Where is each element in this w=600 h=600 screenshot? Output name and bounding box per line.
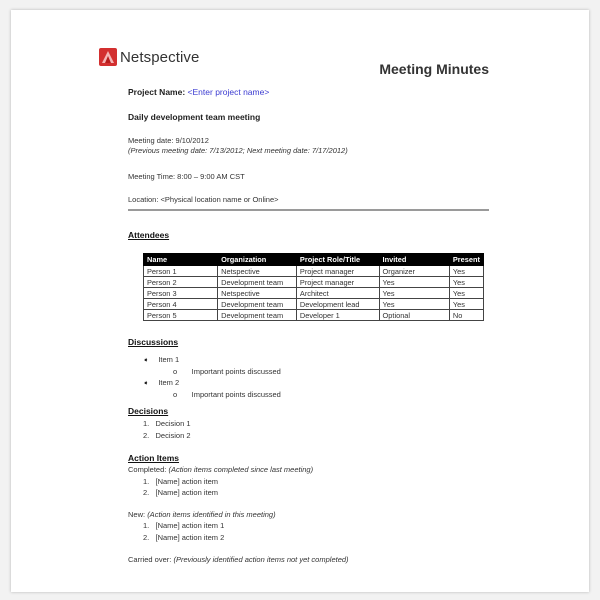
action-items-heading: Action Items bbox=[128, 453, 180, 463]
table-cell: Project manager bbox=[296, 266, 379, 277]
table-header-row bbox=[144, 254, 484, 266]
list-item: 2. [Name] action item bbox=[143, 488, 219, 497]
table-cell: Yes bbox=[449, 299, 483, 310]
table-row bbox=[144, 310, 484, 321]
list-item: 1. [Name] action item bbox=[143, 477, 219, 486]
completed-note: (Action items completed since last meeting) bbox=[168, 465, 314, 474]
project-name-label: Project Name: bbox=[128, 87, 186, 97]
attendees-table bbox=[143, 253, 484, 321]
meeting-time: Meeting Time: 8:00 – 9:00 AM CST bbox=[128, 172, 245, 181]
table-cell: Person 5 bbox=[144, 310, 218, 321]
table-cell: Person 3 bbox=[144, 288, 218, 299]
table-cell: Yes bbox=[449, 266, 483, 277]
table-row bbox=[144, 288, 484, 299]
previous-next-dates: (Previous meeting date: 7/13/2012; Next meeting date: 7/17/2012) bbox=[128, 146, 348, 155]
table-cell: Netspective bbox=[218, 288, 297, 299]
arrow-bullet-icon: ➧ bbox=[143, 380, 149, 387]
carried-over-note: (Previously identified action items not yet completed) bbox=[173, 555, 349, 564]
column-header: Invited bbox=[379, 254, 449, 266]
carried-over-label: Carried over: bbox=[128, 555, 172, 564]
table-cell: Organizer bbox=[379, 266, 449, 277]
table-cell: No bbox=[449, 310, 483, 321]
document-page bbox=[11, 10, 589, 592]
list-item: 1. Decision 1 bbox=[143, 419, 191, 428]
meeting-title: Daily development team meeting bbox=[128, 112, 261, 122]
table-cell: Development team bbox=[218, 299, 297, 310]
table-cell: Development team bbox=[218, 310, 297, 321]
table-cell: Development lead bbox=[296, 299, 379, 310]
arrow-bullet-icon: ➧ bbox=[143, 357, 149, 364]
logo-text: Netspective bbox=[120, 48, 200, 66]
netspective-logo-icon bbox=[99, 48, 117, 66]
table-cell: Person 1 bbox=[144, 266, 218, 277]
table-cell: Development team bbox=[218, 277, 297, 288]
column-header: Present bbox=[449, 254, 483, 266]
table-cell: Yes bbox=[379, 299, 449, 310]
divider bbox=[128, 209, 489, 211]
table-cell: Optional bbox=[379, 310, 449, 321]
project-name bbox=[128, 87, 269, 97]
new-note: (Action items identified in this meeting) bbox=[147, 510, 276, 519]
meeting-date: Meeting date: 9/10/2012 bbox=[128, 136, 209, 145]
table-cell: Yes bbox=[379, 277, 449, 288]
new-line bbox=[128, 510, 276, 519]
carried-over-line bbox=[128, 555, 349, 564]
list-item: ➧ Item 2 bbox=[143, 378, 180, 387]
table-cell: Architect bbox=[296, 288, 379, 299]
table-cell: Person 4 bbox=[144, 299, 218, 310]
table-cell: Yes bbox=[449, 277, 483, 288]
discussions-heading: Discussions bbox=[128, 337, 179, 347]
circle-bullet-icon: o bbox=[173, 367, 178, 376]
logo bbox=[99, 48, 199, 66]
table-row bbox=[144, 266, 484, 277]
project-name-value[interactable]: <Enter project name> bbox=[187, 87, 270, 97]
list-item: 1. [Name] action item 1 bbox=[143, 521, 225, 530]
list-item: o Important points discussed bbox=[173, 390, 281, 399]
table-cell: Netspective bbox=[218, 266, 297, 277]
list-item: 2. Decision 2 bbox=[143, 431, 191, 440]
list-item: 2. [Name] action item 2 bbox=[143, 533, 225, 542]
list-item: ➧ Item 1 bbox=[143, 355, 180, 364]
list-item: o Important points discussed bbox=[173, 367, 281, 376]
table-row bbox=[144, 299, 484, 310]
completed-line bbox=[128, 465, 313, 474]
circle-bullet-icon: o bbox=[173, 390, 178, 399]
document-title: Meeting Minutes bbox=[379, 61, 489, 77]
new-label: New: bbox=[128, 510, 146, 519]
table-cell: Person 2 bbox=[144, 277, 218, 288]
column-header: Organization bbox=[218, 254, 297, 266]
column-header: Name bbox=[144, 254, 218, 266]
table-cell: Yes bbox=[379, 288, 449, 299]
table-cell: Project manager bbox=[296, 277, 379, 288]
table-cell: Yes bbox=[449, 288, 483, 299]
column-header: Project Role/Title bbox=[296, 254, 379, 266]
table-cell: Developer 1 bbox=[296, 310, 379, 321]
table-row bbox=[144, 277, 484, 288]
meeting-location: Location: <Physical location name or Online> bbox=[128, 195, 279, 204]
completed-label: Completed: bbox=[128, 465, 167, 474]
decisions-heading: Decisions bbox=[128, 406, 169, 416]
attendees-heading: Attendees bbox=[128, 230, 170, 240]
